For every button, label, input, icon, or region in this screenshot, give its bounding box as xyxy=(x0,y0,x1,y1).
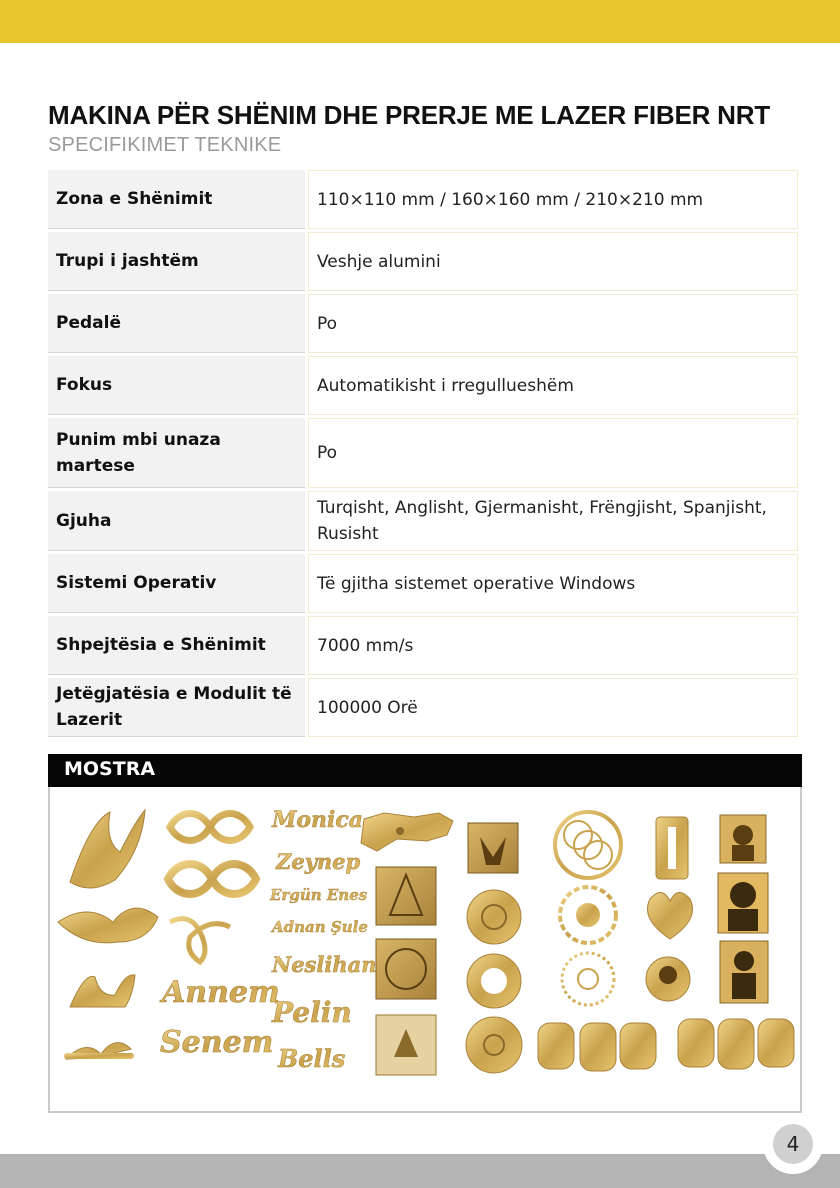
page-title: MAKINA PËR SHËNIM DHE PRERJE ME LAZER FIBER NRT xyxy=(48,100,771,130)
spec-key: Trupi i jashtëm xyxy=(48,232,305,291)
infinity-pendant xyxy=(168,864,256,894)
spec-row xyxy=(48,356,798,415)
spec-row xyxy=(48,232,798,291)
photo-engraved-plate xyxy=(720,815,766,863)
heart-name-pendant xyxy=(170,919,230,962)
calligraphy-pendant xyxy=(64,1043,134,1059)
spec-row xyxy=(48,170,798,229)
wedding-rings-set xyxy=(678,1019,794,1069)
spec-value: Turqisht, Anglisht, Gjermanisht, Frëngjisht, Spanjisht, Rusisht xyxy=(308,491,798,551)
name-pendant: Zeynep xyxy=(276,849,361,874)
name-pendant: Annem xyxy=(162,975,280,1010)
portrait-engraving xyxy=(659,966,677,984)
spec-key: Fokus xyxy=(48,356,305,415)
photo-engraved-plate xyxy=(720,941,768,1003)
name-pendant: Pelin xyxy=(272,996,352,1029)
spec-key: Pedalë xyxy=(48,294,305,353)
spec-value: Veshje alumini xyxy=(308,232,798,291)
flag-plate xyxy=(468,823,518,873)
medallion xyxy=(466,1017,522,1073)
name-pendant: Monica xyxy=(272,807,364,833)
spec-row xyxy=(48,554,798,613)
spec-row xyxy=(48,418,798,488)
calligraphy-pendant xyxy=(58,908,158,943)
samples-header: MOSTRA xyxy=(48,754,802,787)
spec-row xyxy=(48,678,798,737)
spec-key: Zona e Shënimit xyxy=(48,170,305,229)
name-pendant: Senem xyxy=(160,1025,274,1060)
name-pendant: Adnan Şule xyxy=(272,918,368,936)
spec-key: Punim mbi unaza martese xyxy=(48,418,305,488)
spec-row xyxy=(48,491,798,551)
flower-of-life-disc xyxy=(555,812,621,878)
samples-illustration xyxy=(50,787,800,1111)
footer-bar xyxy=(0,1154,840,1188)
page-subtitle: SPECIFIKIMET TEKNIKE xyxy=(48,134,282,156)
spec-value: Të gjitha sistemet operative Windows xyxy=(308,554,798,613)
infinity-pendant xyxy=(170,814,250,841)
country-map-pendant xyxy=(361,813,453,851)
spec-key: Gjuha xyxy=(48,491,305,551)
spec-row xyxy=(48,294,798,353)
photo-engraved-plate xyxy=(718,873,768,933)
spec-value: Automatikisht i rregullueshëm xyxy=(308,356,798,415)
razor-blade-plate xyxy=(656,817,688,879)
mandala-disc xyxy=(560,887,616,943)
spec-row xyxy=(48,616,798,675)
name-pendant: Neslihan xyxy=(272,952,377,977)
calligraphy-pendant xyxy=(70,975,135,1007)
wedding-rings-set xyxy=(538,1023,656,1071)
spec-value: Po xyxy=(308,418,798,488)
medallion-hole xyxy=(481,968,507,994)
spec-value: Po xyxy=(308,294,798,353)
spec-table xyxy=(48,170,798,740)
samples-gallery xyxy=(48,787,802,1113)
medallion xyxy=(467,890,521,944)
spec-key: Jetëgjatësia e Modulit të Lazerit xyxy=(48,678,305,737)
heart-pendant xyxy=(648,892,693,939)
spec-key: Shpejtësia e Shënimit xyxy=(48,616,305,675)
calligraphy-pendant xyxy=(70,810,145,888)
name-pendant: Ergün Enes xyxy=(270,886,368,904)
page-number: 4 xyxy=(773,1124,813,1164)
name-pendant: Bells xyxy=(278,1044,346,1073)
snowflake-disc xyxy=(562,953,614,1005)
spec-value: 110×110 mm / 160×160 mm / 210×210 mm xyxy=(308,170,798,229)
spec-key: Sistemi Operativ xyxy=(48,554,305,613)
spec-value: 7000 mm/s xyxy=(308,616,798,675)
top-accent-bar xyxy=(0,0,840,43)
spec-value: 100000 Orë xyxy=(308,678,798,737)
